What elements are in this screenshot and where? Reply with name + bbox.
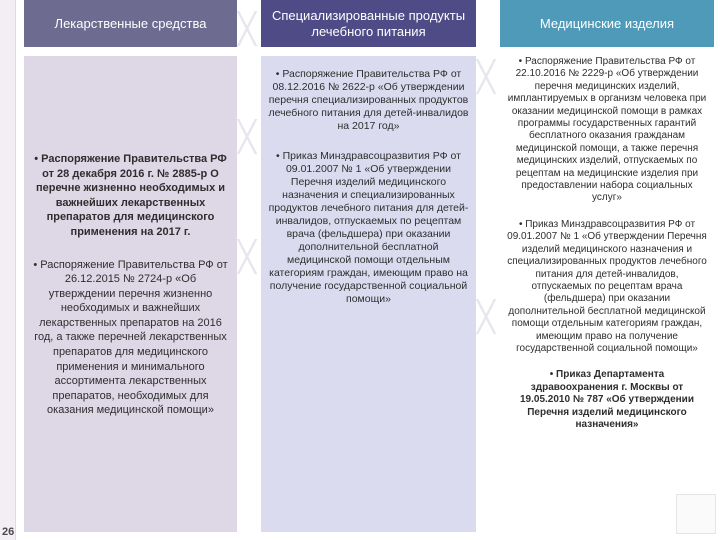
- column-body: [261, 56, 476, 532]
- list-item: • Распоряжение Правительства РФ от 22.10.2016 № 2229-р «Об утверждении перечня медицинских изделий, имплантируемых в организм человека при оказании медицинской помощи в рамках программы государственных гарантий бесплатного оказания гражданам медицинской помощи, а также перечня медицинских изделий, отпускаемых по рецептам на медицинские изделия при предоставлении набора социальных услуг»: [507, 56, 707, 204]
- background-pattern: ╳: [238, 120, 257, 155]
- background-pattern: ╳: [238, 240, 257, 275]
- background-pattern: ╳: [238, 12, 257, 47]
- list-item: • Приказ Минздравсоцразвития РФ от 09.01.2007 № 1 «Об утверждении Перечня изделий медицинского назначения и специализированных продуктов лечебного питания для детей-инвалидов, отпускаемых по рецептам врача (фельдшера) при оказании дополнительной бесплатной медицинской помощи отдельным категориям граждан, имеющим право на получение государственной социальной помощи»: [268, 150, 469, 305]
- column-header: Медицинские изделия: [500, 0, 714, 47]
- list-item: • Распоряжение Правительства РФ от 26.12.2015 № 2724-р «Об утверждении перечня жизненно необходимых и важнейших лекарственных препаратов на 2016 год, а также перечней лекарственных препаратов для медицинского применения и минимального ассортимента лекарственных препаратов, необходимых для оказания медицинской помощи»: [33, 258, 228, 417]
- list-item: • Приказ Минздравсоцразвития РФ от 09.01.2007 № 1 «Об утверждении Перечня изделий медицинского назначения и специализированных продуктов лечебного питания для детей-инвалидов, отпускаемых по рецептам врача (фельдшера) при оказании дополнительной бесплатной медицинской помощи отдельным категориям граждан, имеющим право на получение государственной социальной помощи»: [507, 218, 707, 354]
- column-body: [500, 56, 714, 532]
- column-header: Специализированные продукты лечебного питания: [261, 0, 476, 47]
- background-pattern: ╳: [477, 300, 496, 335]
- logo-watermark: [676, 494, 716, 534]
- column-medical-devices: [500, 0, 714, 532]
- column-body: [24, 56, 237, 532]
- left-rail: [0, 0, 16, 540]
- list-item: • Приказ Департамента здравоохранения г. Москвы от 19.05.2010 № 787 «Об утверждении Перечня изделий медицинского назначения»: [520, 369, 694, 430]
- column-nutrition: [261, 0, 476, 532]
- background-pattern: ╳: [477, 60, 496, 95]
- list-item: • Распоряжение Правительства РФ от 28 декабря 2016 г. № 2885-р О перечне жизненно необходимых и важнейших лекарственных препаратов для медицинского применения на 2017 г.: [34, 152, 227, 238]
- column-header: Лекарственные средства: [24, 0, 237, 47]
- column-medicines: [24, 0, 237, 532]
- list-item: • Распоряжение Правительства РФ от 08.12.2016 № 2622-р «Об утверждении перечня специализированных продуктов лечебного питания для детей-инвалидов на 2017 год»: [268, 68, 469, 132]
- page-number: 26: [2, 526, 15, 538]
